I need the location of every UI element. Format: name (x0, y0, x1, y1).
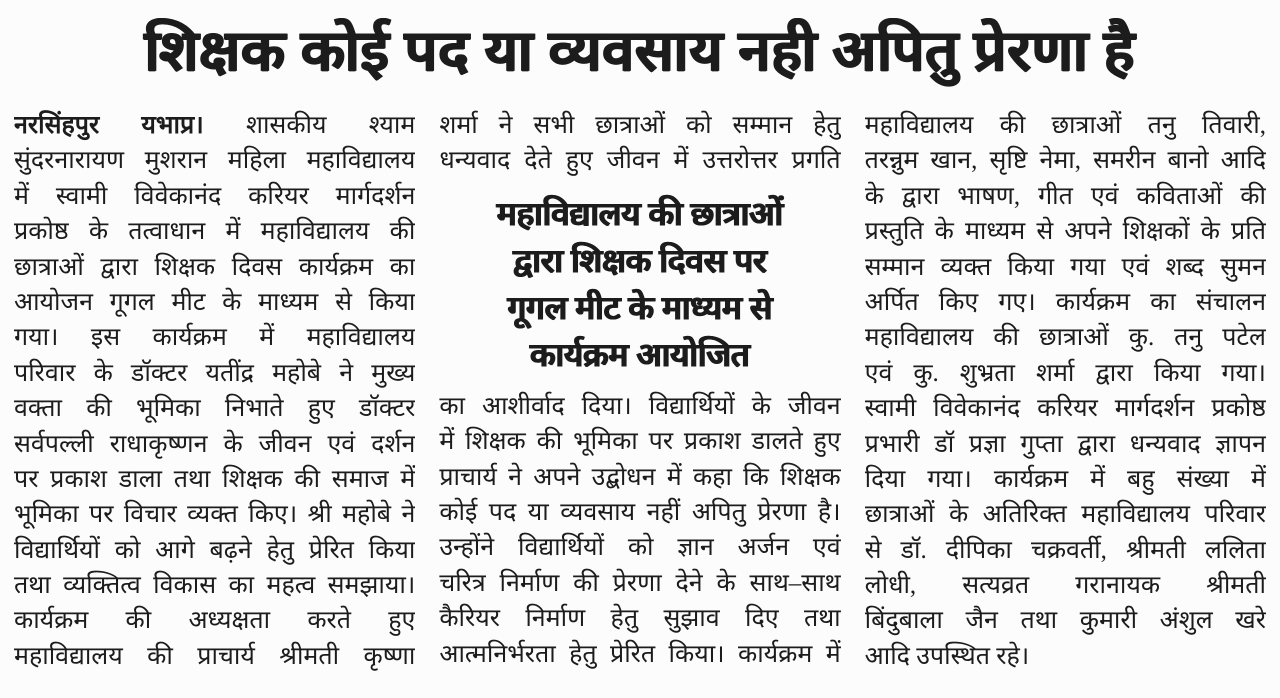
text-line: छात्राओं द्वारा शिक्षक दिवस कार्यक्रम का (14, 253, 416, 281)
text-line: का आशीर्वाद दिया। विद्यार्थियों के जीवन (439, 392, 841, 420)
subheadline-line: द्वारा शिक्षक दिवस पर (513, 243, 767, 280)
text-line: प्रभारी डॉ प्रज्ञा गुप्ता द्वारा धन्यवाद ज्ञापन (864, 430, 1266, 458)
text-line: आदि उपस्थित रहे। (864, 642, 1030, 670)
text-line: कोई पद या व्यवसाय नहीं अपितु प्रेरणा है। (439, 498, 841, 526)
text-line: बिंदुबाला जैन तथा कुमारी अंशुल खरे (864, 607, 1266, 635)
subheadline-line: कार्यक्रम आयोजित (530, 337, 750, 374)
text-line: कार्यक्रम की अध्यक्षता करते हुए (14, 607, 416, 635)
column-1 (14, 108, 415, 674)
headline: शिक्षक कोई पद या व्यवसाय नही अपितु प्रेरणा है (144, 20, 1136, 83)
text-line: स्वामी विवेकानंद करियर मार्गदर्शन प्रकोष्ठ (864, 395, 1266, 423)
text-line: विद्यार्थियों को आगे बढ़ने हेतु प्रेरित किया (14, 536, 416, 564)
text-line: प्रस्तुति के माध्यम से अपने शिक्षकों के प्रति (864, 218, 1266, 246)
text-line: शर्मा ने सभी छात्राओं को सम्मान हेतु (439, 112, 841, 139)
text-line: प्राचार्य ने अपने उद्बोधन में कहा कि शिक्षक (439, 463, 841, 491)
text-line: नरसिंहपुर यभाप्र। शासकीय श्याम (14, 112, 416, 139)
text-line: वक्ता की भूमिका निभाते हुए डॉक्टर (14, 395, 416, 423)
text-line: लोधी, सत्यव्रत गरानायक श्रीमती (864, 572, 1266, 600)
subheadline (439, 192, 840, 380)
text-line: उन्होंने विद्यार्थियों को ज्ञान अर्जन एवं (439, 534, 841, 562)
text-line: अर्पित किए गए। कार्यक्रम का संचालन (864, 288, 1266, 316)
text-line: सुंदरनारायण मुशरान महिला महाविद्यालय (14, 147, 416, 175)
subheadline-line: गूगल मीट के माध्यम से (507, 290, 773, 327)
text-line: महाविद्यालय की छात्राओं तनु तिवारी, (864, 112, 1266, 139)
text-line: एवं कु. शुभ्रता शर्मा द्वारा किया गया। (864, 359, 1266, 387)
text-line: में शिक्षक की भूमिका पर प्रकाश डालते हुए (439, 428, 841, 456)
text-line: चरित्र निर्माण की प्रेरणा देने के साथ–साथ (439, 569, 841, 597)
text-line: धन्यवाद देते हुए जीवन में उत्तरोत्तर प्रगति (439, 147, 841, 175)
text-line: महाविद्यालय की प्राचार्य श्रीमती कृष्णा (14, 642, 416, 670)
text-line: कैरियर निर्माण हेतु सुझाव दिए तथा (439, 605, 841, 633)
article-body (14, 108, 1266, 674)
column-2-bottom (439, 389, 840, 672)
text-line: में स्वामी विवेकानंद करियर मार्गदर्शन (14, 182, 416, 210)
text-line: आत्मनिर्भरता हेतु प्रेरित किया। कार्यक्रम में (439, 640, 841, 668)
text-line: तरन्नुम खान, सृष्टि नेमा, समरीन बानो आदि (864, 147, 1266, 175)
text-line: परिवार के डॉक्टर यतींद्र महोबे ने मुख्य (14, 359, 416, 387)
text-line: प्रकोष्ठ के तत्वाधान में महाविद्यालय की (14, 218, 416, 246)
dateline: नरसिंहपुर यभाप्र। (14, 112, 204, 139)
text-line: से डॉ. दीपिका चक्रवर्ती, श्रीमती ललिता (864, 536, 1266, 564)
text-line: तथा व्यक्तित्व विकास का महत्व समझाया। (14, 572, 416, 600)
text-line: दिया गया। कार्यक्रम में बहु संख्या में (864, 465, 1266, 493)
text-line: छात्राओं के अतिरिक्त महाविद्यालय परिवार (864, 501, 1266, 529)
column-3 (865, 108, 1266, 674)
column-2-top (439, 108, 840, 179)
text-line: के द्वारा भाषण, गीत एवं कविताओं की (864, 182, 1266, 210)
text-line: महाविद्यालय की छात्राओं कु. तनु पटेल (864, 324, 1266, 352)
text-line: पर प्रकाश डाला तथा शिक्षक की समाज में (14, 465, 416, 493)
text-line: भूमिका पर विचार व्यक्त किए। श्री महोबे ने (14, 501, 416, 529)
text-line: सर्वपल्ली राधाकृष्णन के जीवन एवं दर्शन (14, 430, 416, 458)
text-line: गया। इस कार्यक्रम में महाविद्यालय (14, 324, 416, 352)
text-line: आयोजन गूगल मीट के माध्यम से किया (14, 288, 416, 316)
text-line: सम्मान व्यक्त किया गया एवं शब्द सुमन (864, 253, 1266, 281)
subheadline-line: महाविद्यालय की छात्राओं (496, 196, 784, 233)
column-2 (439, 108, 840, 672)
